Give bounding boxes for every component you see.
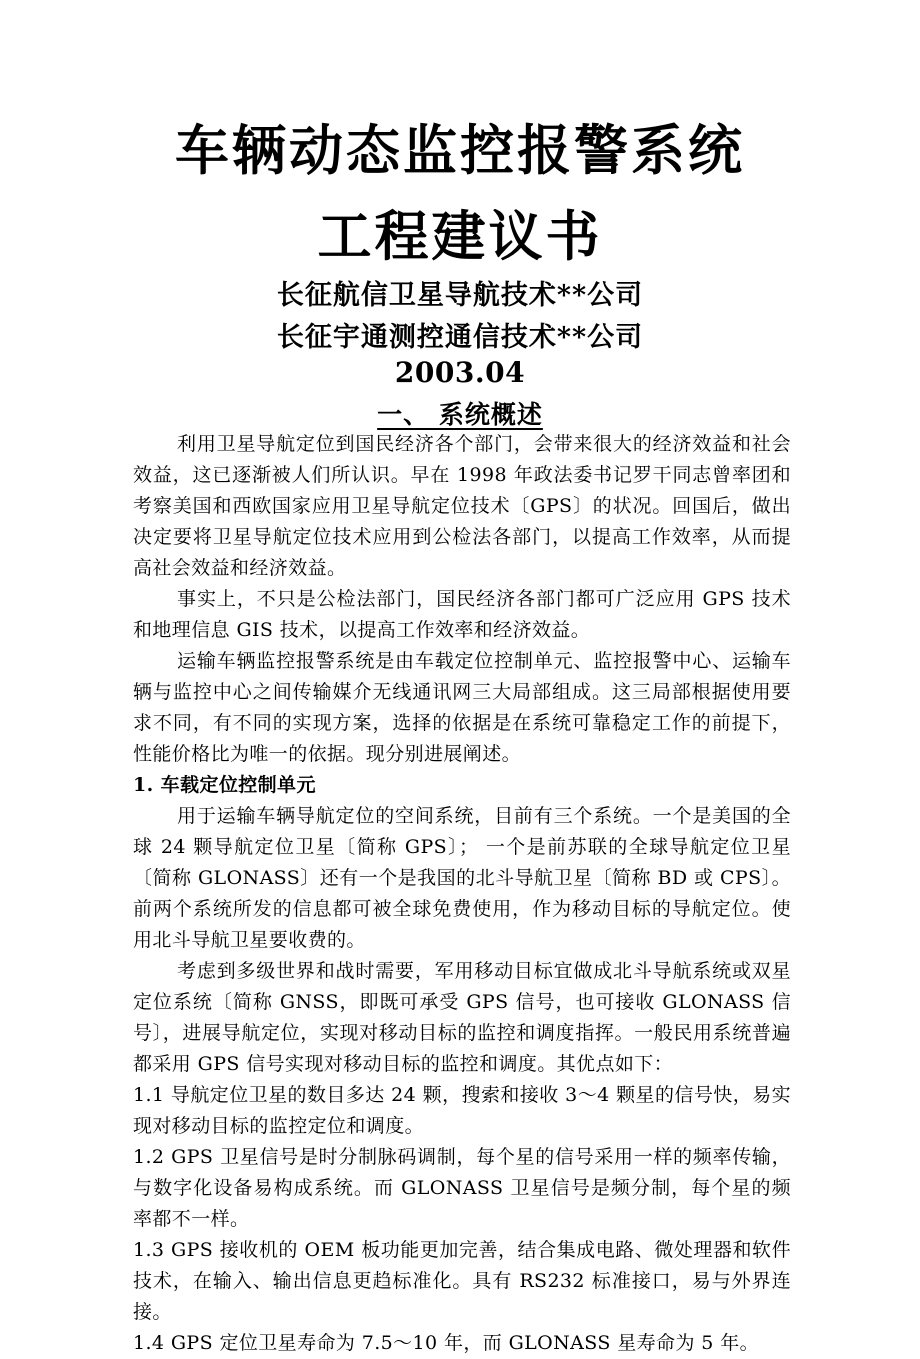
- body-paragraph: 考虑到多级世界和战时需要，军用移动目标宜做成北斗导航系统或双星定位系统〔简称 GNSS，即既可承受 GPS 信号，也可接收 GLONASS 信号〕，进展导航定位，实现对移动目标的监控和调度指挥。一般民用系统普遍都采用 GPS 信号实现对移动目标的监控和调度。其优点如下：: [133, 960, 792, 1075]
- body-paragraph: 1.4 GPS 定位卫星寿命为 7.5～10 年，而 GLONASS 星寿命为 5 年。: [133, 1332, 760, 1354]
- body-paragraph: 事实上，不只是公检法部门，国民经济各部门都可广泛应用 GPS 技术和地理信息 GIS 技术，以提高工作效率和经济效益。: [133, 588, 791, 641]
- body-paragraph: 1.3 GPS 接收机的 OEM 板功能更加完善，结合集成电路、微处理器和软件技术，在输入、输出信息更趋标准化。具有 RS232 标准接口，易与外界连接。: [133, 1239, 791, 1323]
- company-name-2: 长征宇通测控通信技术**公司: [276, 322, 644, 353]
- document-title-line-1: 车辆动态监控报警系统: [175, 118, 745, 182]
- body-paragraph: 利用卫星导航定位到国民经济各个部门，会带来很大的经济效益和社会效益，这已逐渐被人们所认识。早在 1998 年政法委书记罗干同志曾率团和考察美国和西欧国家应用卫星导航定位技术〔GPS〕的状况。回国后，做出决定要将卫星导航定位技术应用到公检法各部门，以提高工作效率，从而提高社会效益和经济效益。: [133, 433, 791, 579]
- body-paragraph: 运输车辆监控报警系统是由车载定位控制单元、监控报警中心、运输车辆与监控中心之间传输媒介无线通讯网三大局部组成。这三局部根据使用要求不同，有不同的实现方案，选择的依据是在系统可靠稳定工作的前提下，性能价格比为唯一的依据。现分别进展阐述。: [133, 650, 791, 765]
- body-paragraph: 1.2 GPS 卫星信号是时分制脉码调制，每个星的信号采用一样的频率传输，与数字化设备易构成系统。而 GLONASS 卫星信号是频分制，每个星的频率都不一样。: [133, 1146, 791, 1230]
- body-subheading: 1. 车载定位控制单元: [133, 774, 316, 796]
- section-heading-system-overview: [0, 395, 920, 431]
- document-title-line-2: 工程建议书: [317, 204, 603, 268]
- section-heading-text: 一、 系统概述: [377, 400, 543, 429]
- document-date: 2003.04: [394, 356, 526, 389]
- company-name-1: 长征航信卫星导航技术**公司: [276, 280, 644, 311]
- body-paragraph: 用于运输车辆导航定位的空间系统，目前有三个系统。一个是美国的全球 24 颗导航定位卫星〔简称 GPS〕； 一个是前苏联的全球导航定位卫星〔简称 GLONASS〕还有一个是我国的北斗导航卫星〔简称 BD 或 CPS〕。前两个系统所发的信息都可被全球免费使用，作为移动目标的导航定位。使用北斗导航卫星要收费的。: [133, 805, 791, 951]
- document-body: [133, 429, 791, 1359]
- body-paragraph: 1.1 导航定位卫星的数目多达 24 颗，搜索和接收 3～4 颗星的信号快，易实现对移动目标的监控定位和调度。: [133, 1084, 791, 1137]
